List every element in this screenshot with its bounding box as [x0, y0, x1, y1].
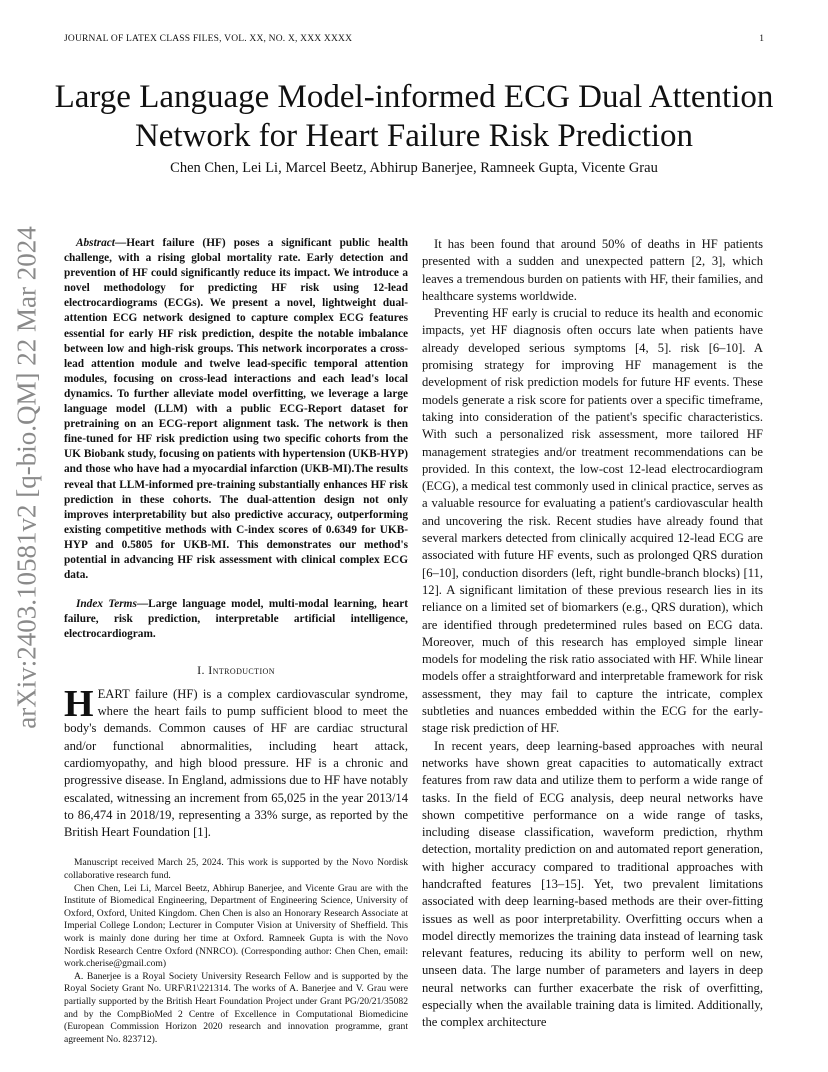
index-terms-text: —Large language model, multi-modal learning, heart failure, risk prediction, interpretable artificial intelligence, electrocardiogram. — [64, 598, 408, 641]
abstract — [64, 236, 408, 583]
arxiv-stamp-container — [8, 225, 46, 729]
footnote-manuscript: Manuscript received March 25, 2024. This work is supported by the Novo Nordisk collaborative research fund. — [64, 857, 408, 881]
body-paragraph: It has been found that around 50% of deaths in HF patients presented with a sudden and unexpected pattern [2, 3], which leaves a tremendous burden on patients with HF, their families, and healthcare systems worldwide. — [422, 237, 763, 303]
intro-paragraph — [64, 682, 408, 842]
section-heading-introduction: I. Introduction — [197, 663, 275, 678]
right-column — [422, 236, 763, 1032]
index-terms — [64, 597, 408, 642]
footnotes — [64, 857, 408, 1046]
left-column — [64, 236, 408, 1046]
abstract-text: —Heart failure (HF) poses a significant public health challenge, with a rising global mortality rate. Early detection and prevention of HF could significantly reduce its impact. We introduce a novel methodology for predicting HF risk using 12-lead electrocardiograms (ECGs). We present a novel, lightweight dual-attention ECG network designed to capture complex ECG features essential for early HF risk prediction, despite the notable imbalance between low and high-risk groups. This network incorporates a cross-lead attention module and twelve lead-specific temporal attention modules, focusing on cross-lead interactions and each lead's local dynamics. To further alleviate model overfitting, we leverage a large language model (LLM) with a public ECG-Report dataset for pretraining on an ECG-report alignment task. The network is then fine-tuned for HF risk prediction using two specific cohorts from the UK Biobank study, focusing on patients with hypertension (UKB-HYP) and those who have had a myocardial infarction (UKB-MI).The results reveal that LLM-informed pre-training substantially enhances HF risk prediction in these cohorts. The dual-attention design not only improves interpretability but also predictive accuracy, outperforming existing competitive methods with C-index scores of 0.6349 for UKB-HYP and 0.5805 for UKB-MI. This demonstrates our method's potential in advancing HF risk assessment with clinical complex ECG data. — [64, 237, 408, 582]
footnote-affiliations: Chen Chen, Lei Li, Marcel Beetz, Abhirup Banerjee, and Vicente Grau are with the Institute of Biomedical Engineering, Department of Engineering Science, University of Oxford, Oxford, United Kingdom. Chen Chen is also an Honorary Research Associate at Imperial College London; Lecturer in Computer Vision at University of Sheffield. This work is mainly done during her time at Oxford. Ramneek Gupta is with the Novo Nordisk Research Centre Oxford (NNRCO). (Corresponding author: Chen Chen, email: work.cherise@gmail.com) — [64, 882, 408, 970]
arxiv-stamp: arXiv:2403.10581v2 [q-bio.QM] 22 Mar 2024 — [11, 225, 42, 729]
paper-title: Large Language Model-informed ECG Dual Attention Network for Heart Failure Risk Prediction — [54, 79, 774, 154]
dropcap-letter: H — [64, 682, 94, 725]
page-number: 1 — [759, 34, 764, 44]
body-paragraph: In recent years, deep learning-based approaches with neural networks have shown great capacities to automatically extract features from raw data and utilize them to perform a wide range of tasks. In the field of ECG analysis, deep neural networks have shown competitive performance on a wide range of tasks, including disease classification, waveform prediction, rhythm detection, mortality prediction on and automated report generation, with higher accuracy compared to traditional approaches with handcrafted features [13–15]. Yet, two prevalent limitations associated with deep learning-based methods are their over-fitting issues as well as poor interpretability. Overfitting occurs when a model directly memorizes the training data instead of learning task relevant features, reducing its ability to perform well on new, unseen data. The large number of parameters and layers in deep neural networks can further exacerbate the risk of overfitting, especially when the available training data is limited. Additionally, the complex architecture — [422, 738, 763, 1030]
abstract-label: Abstract — [76, 237, 115, 249]
paper-authors: Chen Chen, Lei Li, Marcel Beetz, Abhirup Banerjee, Ramneek Gupta, Vicente Grau — [170, 160, 658, 176]
footnote-funding: A. Banerjee is a Royal Society University Research Fellow and is supported by the Royal Society Grant No. URF\R1\221314. The works of A. Banerjee and V. Grau were partially supported by the British Heart Foundation Project under Grant PG/20/21/35082 and by the CompBioMed 2 Centre of Excellence in Computational Biomedicine (European Commission Horizon 2020 research and innovation programme, grant agreement No. 823712). — [64, 970, 408, 1045]
index-terms-label: Index Terms — [76, 598, 137, 611]
body-paragraph: Preventing HF early is crucial to reduce its health and economic impacts, yet HF diagnosis often occurs late when patients have already developed serious symptoms [4, 5]. risk [6–10]. A promising strategy for improving HF management is the development of risk prediction models for future HF events. These models generate a risk score for patients over a specific timeframe, taking into consideration of the patient's specific characteristics. With such a personalized risk assessment, more tailored HF management strategies and/or treatment recommendations can be provided. In this context, the low-cost 12-lead electrocardiogram (ECG), a medical test commonly used in clinical practice, serves as a valuable resource for evaluating a patient's cardiovascular health and uncovering the risk. Recent studies have already found that several markers detected from clinically acquired 12-lead ECG are associated with future HF events, such as prolonged QRS duration [6–10], conduction disorders (left, right bundle-branch blocks) [11, 12]. A significant limitation of these previous research lies in its reliance on a limited set of biomarkers (e.g., QRS duration), which are identified through predetermined rules based on ECG data. Moreover, much of this research has employed simple linear models for modeling the risk ratio associated with HF. While linear models offer a straightforward and interpretable framework for risk assessment, they may fail to capture the intricate, complex subtleties and nuances embedded within the ECG for the early-stage risk prediction of HF. — [422, 306, 763, 736]
running-header: JOURNAL OF LATEX CLASS FILES, VOL. XX, NO. X, XXX XXXX — [64, 34, 353, 44]
intro-text: EART failure (HF) is a complex cardiovascular syndrome, where the heart fails to pump sufficient blood to meet the body's demands. Common causes of HF are cardiac structural and/or functional abnormalities, including heart attack, cardiomyopathy, and high blood pressure. HF is a chronic and progressive disease. In England, admissions due to HF have notably escalated, witnessing an increment from 65,025 in the year 2013/14 to 86,474 in 2018/19, representing a 33% surge, as reported by the British Heart Foundation [1]. — [64, 686, 408, 840]
